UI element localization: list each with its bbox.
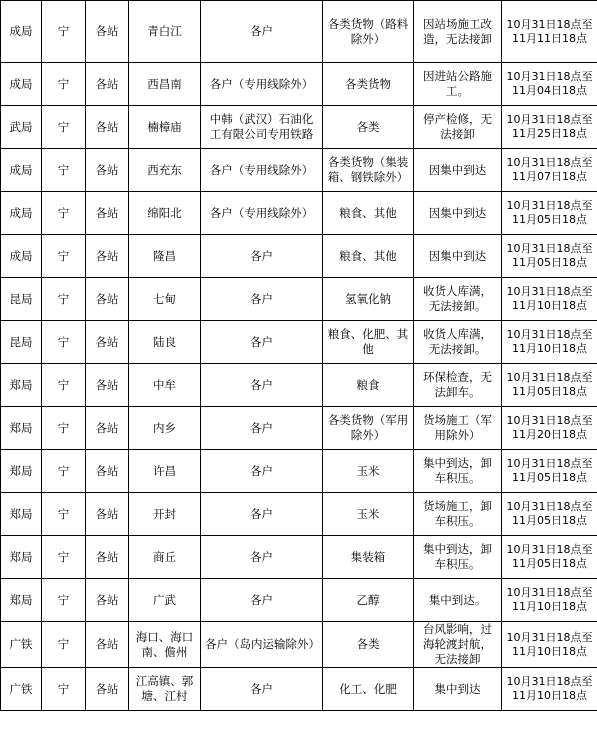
station-scope-cell: 各站 (86, 536, 129, 579)
consignee-cell: 各户（专用线除外） (201, 192, 323, 235)
consignee-cell: 各户 (201, 668, 323, 711)
table-row (1, 622, 597, 668)
table-row (1, 407, 597, 450)
station-cell: 楠樟庙 (129, 106, 201, 149)
reason-cell: 环保检查，无法卸车。 (414, 364, 502, 407)
consignee-cell: 各户 (201, 235, 323, 278)
direction-cell: 宁 (42, 536, 86, 579)
direction-cell: 宁 (42, 1, 86, 63)
table-row (1, 493, 597, 536)
bureau-cell: 郑局 (1, 364, 42, 407)
reason-cell: 货场施工，卸车积压。 (414, 493, 502, 536)
goods-cell: 各类货物 (323, 63, 414, 106)
direction-cell: 宁 (42, 106, 86, 149)
table-row (1, 450, 597, 493)
station-scope-cell: 各站 (86, 278, 129, 321)
direction-cell: 宁 (42, 235, 86, 278)
goods-cell: 乙醇 (323, 579, 414, 622)
period-cell: 10月31日18点至11月10日18点 (502, 668, 597, 711)
period-cell: 10月31日18点至11月07日18点 (502, 149, 597, 192)
station-cell: 江高镇、郭塘、江村 (129, 668, 201, 711)
table-row (1, 668, 597, 711)
consignee-cell: 各户 (201, 579, 323, 622)
direction-cell: 宁 (42, 278, 86, 321)
period-cell: 10月31日18点至11月04日18点 (502, 63, 597, 106)
goods-cell: 粮食、其他 (323, 235, 414, 278)
reason-cell: 因集中到达 (414, 149, 502, 192)
direction-cell: 宁 (42, 364, 86, 407)
table-row (1, 106, 597, 149)
period-cell: 10月31日18点至11月05日18点 (502, 493, 597, 536)
direction-cell: 宁 (42, 192, 86, 235)
period-cell: 10月31日18点至11月25日18点 (502, 106, 597, 149)
reason-cell: 集中到达，卸车积压。 (414, 450, 502, 493)
table-row (1, 63, 597, 106)
direction-cell: 宁 (42, 668, 86, 711)
bureau-cell: 昆局 (1, 321, 42, 364)
station-cell: 青白江 (129, 1, 201, 63)
bureau-cell: 成局 (1, 1, 42, 63)
consignee-cell: 各户（专用线除外） (201, 149, 323, 192)
direction-cell: 宁 (42, 63, 86, 106)
station-scope-cell: 各站 (86, 493, 129, 536)
goods-cell: 粮食 (323, 364, 414, 407)
goods-cell: 氢氧化钠 (323, 278, 414, 321)
period-cell: 10月31日18点至11月11日18点 (502, 1, 597, 63)
period-cell: 10月31日18点至11月05日18点 (502, 450, 597, 493)
period-cell: 10月31日18点至11月10日18点 (502, 278, 597, 321)
station-scope-cell: 各站 (86, 450, 129, 493)
goods-cell: 化工、化肥 (323, 668, 414, 711)
bureau-cell: 郑局 (1, 450, 42, 493)
station-scope-cell: 各站 (86, 149, 129, 192)
consignee-cell: 各户（岛内运输除外） (201, 622, 323, 668)
table-row (1, 364, 597, 407)
bureau-cell: 成局 (1, 63, 42, 106)
station-cell: 中牟 (129, 364, 201, 407)
period-cell: 10月31日18点至11月05日18点 (502, 235, 597, 278)
table-row (1, 536, 597, 579)
station-scope-cell: 各站 (86, 579, 129, 622)
consignee-cell: 各户 (201, 1, 323, 63)
station-scope-cell: 各站 (86, 321, 129, 364)
period-cell: 10月31日18点至11月10日18点 (502, 579, 597, 622)
bureau-cell: 武局 (1, 106, 42, 149)
table-row (1, 278, 597, 321)
reason-cell: 因站场施工改造，无法接卸 (414, 1, 502, 63)
direction-cell: 宁 (42, 493, 86, 536)
station-scope-cell: 各站 (86, 106, 129, 149)
period-cell: 10月31日18点至11月05日18点 (502, 536, 597, 579)
reason-cell: 停产检修，无法接卸 (414, 106, 502, 149)
reason-cell: 台风影响，过海轮渡封航，无法接卸 (414, 622, 502, 668)
consignee-cell: 各户 (201, 321, 323, 364)
period-cell: 10月31日18点至11月10日18点 (502, 622, 597, 668)
table-row (1, 149, 597, 192)
bureau-cell: 成局 (1, 192, 42, 235)
consignee-cell: 各户 (201, 450, 323, 493)
reason-cell: 集中到达，卸车积压。 (414, 536, 502, 579)
consignee-cell: 各户 (201, 364, 323, 407)
period-cell: 10月31日18点至11月10日18点 (502, 321, 597, 364)
direction-cell: 宁 (42, 149, 86, 192)
goods-cell: 各类 (323, 622, 414, 668)
station-scope-cell: 各站 (86, 622, 129, 668)
consignee-cell: 各户 (201, 407, 323, 450)
table-body (1, 1, 597, 711)
reason-cell: 集中到达。 (414, 579, 502, 622)
consignee-cell: 各户 (201, 278, 323, 321)
reason-cell: 集中到达 (414, 668, 502, 711)
table-row (1, 1, 597, 63)
bureau-cell: 广铁 (1, 668, 42, 711)
direction-cell: 宁 (42, 450, 86, 493)
bureau-cell: 郑局 (1, 536, 42, 579)
station-cell: 内乡 (129, 407, 201, 450)
bureau-cell: 郑局 (1, 493, 42, 536)
goods-cell: 粮食、其他 (323, 192, 414, 235)
station-cell: 七甸 (129, 278, 201, 321)
table-row (1, 192, 597, 235)
station-scope-cell: 各站 (86, 1, 129, 63)
period-cell: 10月31日18点至11月20日18点 (502, 407, 597, 450)
goods-cell: 各类货物（路料除外） (323, 1, 414, 63)
table-row (1, 235, 597, 278)
bureau-cell: 成局 (1, 149, 42, 192)
goods-cell: 玉米 (323, 450, 414, 493)
station-cell: 西充东 (129, 149, 201, 192)
goods-cell: 玉米 (323, 493, 414, 536)
consignee-cell: 各户（专用线除外） (201, 63, 323, 106)
consignee-cell: 各户 (201, 493, 323, 536)
station-scope-cell: 各站 (86, 364, 129, 407)
consignee-cell: 中韩（武汉）石油化工有限公司专用铁路 (201, 106, 323, 149)
bureau-cell: 郑局 (1, 579, 42, 622)
station-scope-cell: 各站 (86, 63, 129, 106)
station-cell: 西昌南 (129, 63, 201, 106)
reason-cell: 因进站公路施工。 (414, 63, 502, 106)
bureau-cell: 成局 (1, 235, 42, 278)
reason-cell: 货场施工（军用除外） (414, 407, 502, 450)
direction-cell: 宁 (42, 622, 86, 668)
station-cell: 商丘 (129, 536, 201, 579)
goods-cell: 各类 (323, 106, 414, 149)
station-cell: 海口、海口南、儋州 (129, 622, 201, 668)
reason-cell: 因集中到达 (414, 235, 502, 278)
table-row (1, 579, 597, 622)
reason-cell: 因集中到达 (414, 192, 502, 235)
station-scope-cell: 各站 (86, 192, 129, 235)
station-scope-cell: 各站 (86, 407, 129, 450)
direction-cell: 宁 (42, 407, 86, 450)
station-cell: 许昌 (129, 450, 201, 493)
station-cell: 陆良 (129, 321, 201, 364)
bureau-cell: 昆局 (1, 278, 42, 321)
bureau-cell: 郑局 (1, 407, 42, 450)
reason-cell: 收货人库满，无法接卸。 (414, 278, 502, 321)
direction-cell: 宁 (42, 579, 86, 622)
period-cell: 10月31日18点至11月05日18点 (502, 364, 597, 407)
station-cell: 隆昌 (129, 235, 201, 278)
goods-cell: 各类货物（军用除外） (323, 407, 414, 450)
reason-cell: 收货人库满，无法接卸。 (414, 321, 502, 364)
bureau-cell: 广铁 (1, 622, 42, 668)
consignee-cell: 各户 (201, 536, 323, 579)
station-cell: 绵阳北 (129, 192, 201, 235)
period-cell: 10月31日18点至11月05日18点 (502, 192, 597, 235)
goods-cell: 各类货物（集装箱、钢铁除外） (323, 149, 414, 192)
station-scope-cell: 各站 (86, 235, 129, 278)
station-scope-cell: 各站 (86, 668, 129, 711)
direction-cell: 宁 (42, 321, 86, 364)
station-cell: 开封 (129, 493, 201, 536)
station-cell: 广武 (129, 579, 201, 622)
goods-cell: 粮食、化肥、其他 (323, 321, 414, 364)
table-row (1, 321, 597, 364)
goods-cell: 集装箱 (323, 536, 414, 579)
